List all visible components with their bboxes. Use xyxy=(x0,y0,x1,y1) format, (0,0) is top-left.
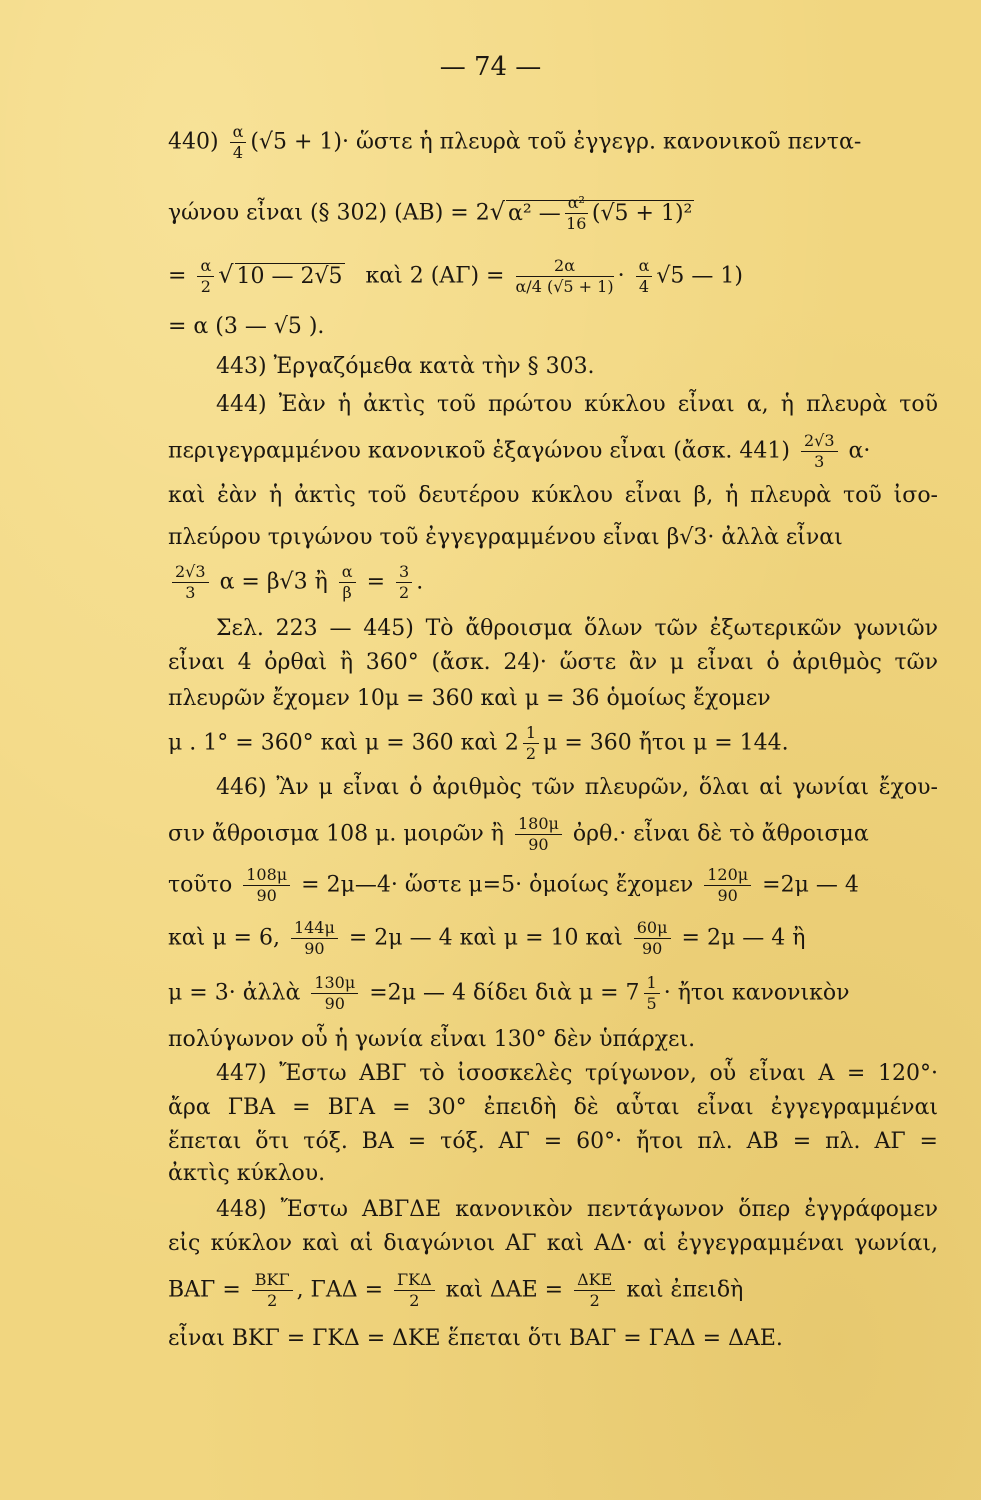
text-run: α = β√3 ἢ xyxy=(219,569,328,595)
fraction xyxy=(634,920,671,957)
text-run: μ = 3· ἀλλὰ xyxy=(168,980,301,1006)
fraction-numerator: 3 xyxy=(396,564,412,583)
text-run: α² — xyxy=(508,200,561,226)
text-run: ΒΑΓ = xyxy=(168,1277,241,1303)
text-line xyxy=(168,816,938,853)
fraction-numerator: α xyxy=(197,258,214,277)
text-run: καὶ ἐπειδὴ xyxy=(626,1277,744,1303)
text-line: Σελ. 223 — 445) Τὸ ἄθροισμα ὅλων τῶν ἐξωτερικῶν γωνιῶν xyxy=(216,616,938,641)
text-line: ἀκτὶς κύκλου. xyxy=(168,1161,326,1186)
text-line xyxy=(168,124,938,161)
text-run: = 2μ — 4 καὶ μ = 10 καὶ xyxy=(348,925,623,951)
text-line: 444) Ἐὰν ἡ ἀκτὶς τοῦ πρώτου κύκλου εἶναι α, ἡ πλευρὰ τοῦ xyxy=(216,392,938,417)
fraction-denominator: 2 xyxy=(589,1291,600,1310)
text-run: καὶ ΔΑΕ = xyxy=(445,1277,564,1303)
text-line: ἕπεται ὅτι τόξ. ΒΑ = τόξ. ΑΓ = 60°· ἤτοι πλ. ΑΒ = πλ. ΑΓ = xyxy=(168,1129,938,1154)
fraction-denominator: 90 xyxy=(304,939,325,958)
text-line: 443) Ἐργαζόμεθα κατὰ τὴν § 303. xyxy=(216,354,595,379)
text-run: . xyxy=(416,569,424,595)
text-line xyxy=(168,564,938,601)
fraction xyxy=(230,124,247,161)
fraction-numerator: α xyxy=(230,124,247,143)
fraction xyxy=(523,725,539,762)
text-run: · xyxy=(617,263,625,289)
text-run: καὶ 2 (ΑΓ) = xyxy=(365,263,505,289)
text-line xyxy=(168,867,938,904)
fraction-denominator: 90 xyxy=(717,886,738,905)
text-run: περιγεγραμμένου κανονικοῦ ἑξαγώνου εἶναι (ἄσκ. 441) xyxy=(168,438,790,464)
text-line xyxy=(168,258,938,295)
text-block xyxy=(168,108,938,1351)
fraction xyxy=(396,564,412,601)
fraction-numerator: α xyxy=(339,564,356,583)
text-line: εἰς κύκλον καὶ αἱ διαγώνιοι ΑΓ καὶ ΑΔ· αἱ ἐγγεγραμμέναι γωνίαι, xyxy=(168,1231,938,1256)
text-line: 446) Ἂν μ εἶναι ὁ ἀριθμὸς τῶν πλευρῶν, ὅλαι αἱ γωνίαι ἔχου- xyxy=(216,775,938,800)
radical-sign: √ xyxy=(489,197,506,226)
fraction-denominator: 90 xyxy=(256,886,277,905)
text-run: = 2μ — 4 ἢ xyxy=(681,925,806,951)
text-run: =2μ — 4 δίδει διὰ μ = 7 xyxy=(369,980,640,1006)
fraction xyxy=(704,867,751,904)
fraction xyxy=(636,258,653,295)
text-run: ὀρθ.· εἶναι δὲ τὸ ἄθροισμα xyxy=(572,821,869,847)
text-line xyxy=(168,1272,938,1309)
fraction-denominator: 2 xyxy=(200,277,211,296)
text-line: πολύγωνον οὗ ἡ γωνία εἶναι 130° δὲν ὑπάρχει. xyxy=(168,1027,696,1052)
fraction-numerator: 120μ xyxy=(704,867,751,886)
text-run: τοῦτο xyxy=(168,872,233,898)
fraction-denominator: 3 xyxy=(814,452,825,471)
text-run: (√5 + 1)² xyxy=(591,200,693,226)
fraction-numerator: 60μ xyxy=(634,920,671,939)
fraction-numerator: ΔΚΕ xyxy=(574,1272,615,1291)
fraction xyxy=(252,1272,293,1309)
exercise-number: 440) xyxy=(168,129,219,155)
fraction-numerator: 2√3 xyxy=(801,433,838,452)
text-line: 447) Ἔστω ΑΒΓ τὸ ἰσοσκελὲς τρίγωνον, οὗ εἶναι Α = 120°· xyxy=(216,1061,938,1086)
fraction-denominator: 16 xyxy=(566,214,587,233)
fraction-denominator: α/4 (√5 + 1) xyxy=(515,277,614,296)
text-line xyxy=(168,975,938,1012)
page-number: — 74 — xyxy=(439,52,542,82)
text-line xyxy=(168,433,938,470)
fraction-numerator: 108μ xyxy=(243,867,290,886)
fraction xyxy=(801,433,838,470)
text-run: καὶ μ = 6, xyxy=(168,925,280,951)
text-line: εἶναι ΒΚΓ = ΓΚΔ = ΔΚΕ ἕπεται ὅτι ΒΑΓ = ΓΑΔ = ΔΑΕ. xyxy=(168,1326,783,1351)
fraction-denominator: 4 xyxy=(638,277,650,296)
text-line xyxy=(168,195,938,232)
text-line: ἄρα ΓΒΑ = ΒΓΑ = 30° ἐπειδὴ δὲ αὗται εἶναι ἐγγεγραμμέναι xyxy=(168,1095,938,1120)
fraction xyxy=(515,816,562,853)
text-run: (√5 + 1)· ὥστε ἡ πλευρὰ τοῦ ἐγγεγρ. κανονικοῦ πεντα- xyxy=(250,129,862,155)
fraction xyxy=(574,1272,615,1309)
fraction-numerator: α² xyxy=(565,195,588,214)
text-run: = xyxy=(366,569,385,595)
text-run: · ἤτοι κανονικὸν xyxy=(663,980,850,1006)
text-run: = 2μ—4· ὥστε μ=5· ὁμοίως ἔχομεν xyxy=(301,872,694,898)
text-run: √5 — 1) xyxy=(656,263,743,289)
text-line xyxy=(168,920,938,957)
text-line: εἶναι 4 ὀρθαὶ ἢ 360° (ἄσκ. 24)· ὥστε ἂν μ εἶναι ὁ ἀριθμὸς τῶν xyxy=(168,650,938,675)
fraction xyxy=(644,975,660,1012)
fraction-numerator: α xyxy=(636,258,653,277)
fraction-denominator: 90 xyxy=(324,994,345,1013)
radicand: 10 — 2√5 xyxy=(236,263,343,289)
fraction-numerator: 2√3 xyxy=(172,564,209,583)
fraction-denominator: 5 xyxy=(646,994,657,1013)
fraction xyxy=(243,867,290,904)
fraction-denominator: 4 xyxy=(232,143,244,162)
radical-sign: √ xyxy=(218,260,234,289)
fraction-numerator: 144μ xyxy=(291,920,338,939)
fraction xyxy=(516,258,614,295)
fraction-numerator: 1 xyxy=(644,975,660,994)
text-line: καὶ ἐὰν ἡ ἀκτὶς τοῦ δευτέρου κύκλου εἶναι β, ἡ πλευρὰ τοῦ ἰσο- xyxy=(168,483,938,508)
text-run: σιν ἄθροισμα 108 μ. μοιρῶν ἢ xyxy=(168,821,504,847)
text-run: =2μ — 4 xyxy=(762,872,859,898)
radicand xyxy=(506,193,694,233)
fraction-denominator: 2 xyxy=(525,744,537,763)
fraction-numerator: 180μ xyxy=(515,816,562,835)
fraction-denominator: 3 xyxy=(185,583,196,602)
fraction xyxy=(197,258,214,295)
fraction-numerator: ΓΚΔ xyxy=(394,1272,435,1291)
fraction xyxy=(291,920,338,957)
fraction-denominator: 2 xyxy=(409,1291,420,1310)
fraction-denominator: 2 xyxy=(267,1291,278,1310)
fraction xyxy=(172,564,209,601)
fraction-numerator: 2α xyxy=(516,258,614,277)
fraction-numerator: ΒΚΓ xyxy=(252,1272,293,1291)
fraction xyxy=(339,564,356,601)
fraction-denominator: 90 xyxy=(528,835,549,854)
text-run: μ . 1° = 360° καὶ μ = 360 καὶ 2 xyxy=(168,730,519,756)
text-run: α· xyxy=(848,438,871,464)
fraction-denominator: 90 xyxy=(641,939,663,958)
text-run: μ = 360 ἤτοι μ = 144. xyxy=(543,730,789,756)
fraction-denominator: 2 xyxy=(399,583,410,602)
text-line: πλεύρου τριγώνου τοῦ ἐγγεγραμμένου εἶναι β√3· ἀλλὰ εἶναι xyxy=(168,525,843,550)
fraction xyxy=(311,975,358,1012)
text-line: 448) Ἔστω ΑΒΓΔΕ κανονικὸν πεντάγωνον ὅπερ ἐγγράφομεν xyxy=(216,1197,938,1222)
text-run: γώνου εἶναι (§ 302) (ΑΒ) = 2 xyxy=(168,200,490,226)
text-line: πλευρῶν ἔχομεν 10μ = 360 καὶ μ = 36 ὁμοίως ἔχομεν xyxy=(168,686,771,711)
text-run: = xyxy=(168,263,187,289)
fraction-numerator: 130μ xyxy=(311,975,358,994)
fraction-denominator: β xyxy=(342,583,352,602)
fraction-numerator: 1 xyxy=(523,725,539,744)
fraction xyxy=(394,1272,435,1309)
text-line: = α (3 — √5 ). xyxy=(168,314,325,339)
fraction xyxy=(565,195,588,232)
text-line xyxy=(168,725,938,762)
text-run: , ΓΑΔ = xyxy=(296,1277,384,1303)
